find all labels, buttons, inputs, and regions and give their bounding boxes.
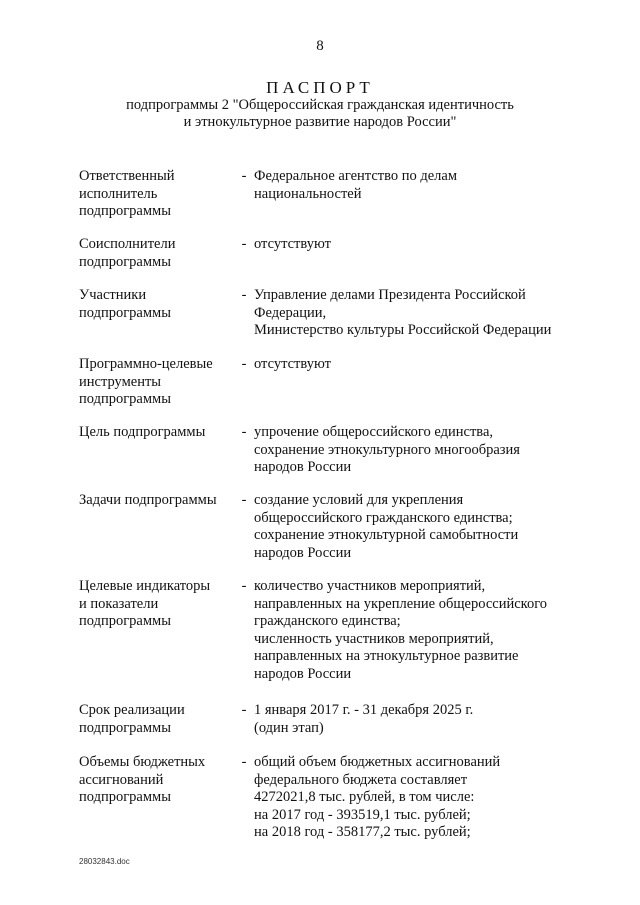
row-value-line: Управление делами Президента Российской [254, 287, 526, 303]
row-dash: - [241, 492, 247, 508]
passport-row [79, 702, 599, 737]
passport-row [79, 236, 599, 271]
row-label-line: Объемы бюджетных [79, 754, 206, 770]
row-dash: - [241, 424, 247, 440]
row-label [79, 424, 234, 442]
row-label-line: Целевые индикаторы [79, 578, 211, 594]
row-value-line: народов России [254, 665, 352, 682]
row-label-line: подпрограммы [79, 391, 171, 407]
row-label-line: Ответственный [79, 168, 175, 184]
row-value-line: отсутствуют [254, 356, 331, 372]
row-value-line: направленных на этнокультурное развитие [254, 648, 519, 664]
row-dash: - [241, 356, 247, 372]
row-value-line: 4272021,8 тыс. рублей, в том числе: [254, 789, 475, 805]
row-dash: - [241, 578, 247, 594]
subtitle-line: подпрограммы 2 "Общероссийская гражданская идентичность [126, 97, 514, 113]
row-label-line: Соисполнители [79, 236, 176, 252]
row-value-line: Федерации, [254, 304, 327, 321]
row-label-line: Задачи подпрограммы [79, 492, 217, 508]
row-value [254, 424, 599, 477]
row-value-line: направленных на укрепление общероссийского [254, 595, 548, 612]
row-label-line: подпрограммы [79, 789, 171, 805]
row-value-line: федерального бюджета составляет [254, 771, 468, 788]
row-value [254, 492, 599, 562]
row-label-line: подпрограммы [79, 304, 171, 321]
passport-row [79, 356, 599, 409]
row-value-line: общий объем бюджетных ассигнований [254, 754, 501, 770]
row-value-line: национальностей [254, 185, 362, 202]
passport-row [79, 424, 599, 477]
row-value-line: Федеральное агентство по делам [254, 168, 458, 184]
row-value [254, 236, 599, 254]
row-value [254, 356, 599, 374]
passport-row [79, 492, 599, 562]
passport-row [79, 287, 599, 340]
document-title: ПАСПОРТ [266, 78, 374, 97]
row-label [79, 754, 234, 807]
row-value [254, 578, 599, 683]
row-dash: - [241, 754, 247, 770]
row-value-line: сохранение этнокультурной самобытности [254, 527, 519, 543]
row-value-line: количество участников мероприятий, [254, 578, 486, 594]
row-value-line: отсутствуют [254, 236, 331, 252]
row-value [254, 168, 599, 203]
row-value-line: на 2018 год - 358177,2 тыс. рублей; [254, 824, 471, 840]
row-label-line: подпрограммы [79, 253, 171, 270]
row-label-line: Участники [79, 287, 147, 303]
row-label [79, 287, 234, 322]
row-label-line: инструменты [79, 373, 162, 390]
row-value-line: (один этап) [254, 719, 324, 736]
row-value-line: упрочение общероссийского единства, [254, 424, 494, 440]
row-value-line: гражданского единства; [254, 613, 401, 629]
row-label [79, 236, 234, 271]
row-label [79, 702, 234, 737]
row-value-line: общероссийского гражданского единства; [254, 509, 513, 526]
row-value-line: создание условий для укрепления [254, 492, 464, 508]
row-label-line: подпрограммы [79, 719, 171, 736]
passport-row [79, 754, 599, 842]
row-value-line: 1 января 2017 г. - 31 декабря 2025 г. [254, 702, 474, 718]
row-label-line: подпрограммы [79, 203, 171, 219]
row-label [79, 492, 234, 510]
row-value [254, 702, 599, 737]
row-label [79, 168, 234, 221]
row-label-line: Срок реализации [79, 702, 185, 718]
row-value-line: на 2017 год - 393519,1 тыс. рублей; [254, 806, 471, 823]
row-value-line: народов России [254, 544, 352, 561]
document-subtitle [0, 97, 640, 131]
row-dash: - [241, 168, 247, 184]
row-value-line: Министерство культуры Российской Федерации [254, 322, 552, 338]
row-value [254, 287, 599, 340]
row-dash: - [241, 287, 247, 303]
document-filename: 28032843.doc [79, 857, 130, 866]
row-label [79, 356, 234, 409]
row-label-line: ассигнований [79, 771, 164, 788]
row-value-line: численность участников мероприятий, [254, 630, 494, 647]
passport-row [79, 578, 599, 683]
row-label-line: Цель подпрограммы [79, 424, 206, 440]
row-value-line: народов России [254, 459, 352, 475]
passport-row [79, 168, 599, 221]
row-dash: - [241, 702, 247, 718]
row-value-line: сохранение этнокультурного многообразия [254, 441, 520, 458]
row-label-line: Программно-целевые [79, 356, 213, 372]
row-label-line: исполнитель [79, 185, 158, 202]
row-dash: - [241, 236, 247, 252]
subtitle-line: и этнокультурное развитие народов России" [183, 114, 457, 130]
page-number: 8 [316, 38, 324, 54]
row-label-line: и показатели [79, 595, 159, 612]
row-label [79, 578, 234, 631]
row-value [254, 754, 599, 842]
row-label-line: подпрограммы [79, 613, 171, 629]
